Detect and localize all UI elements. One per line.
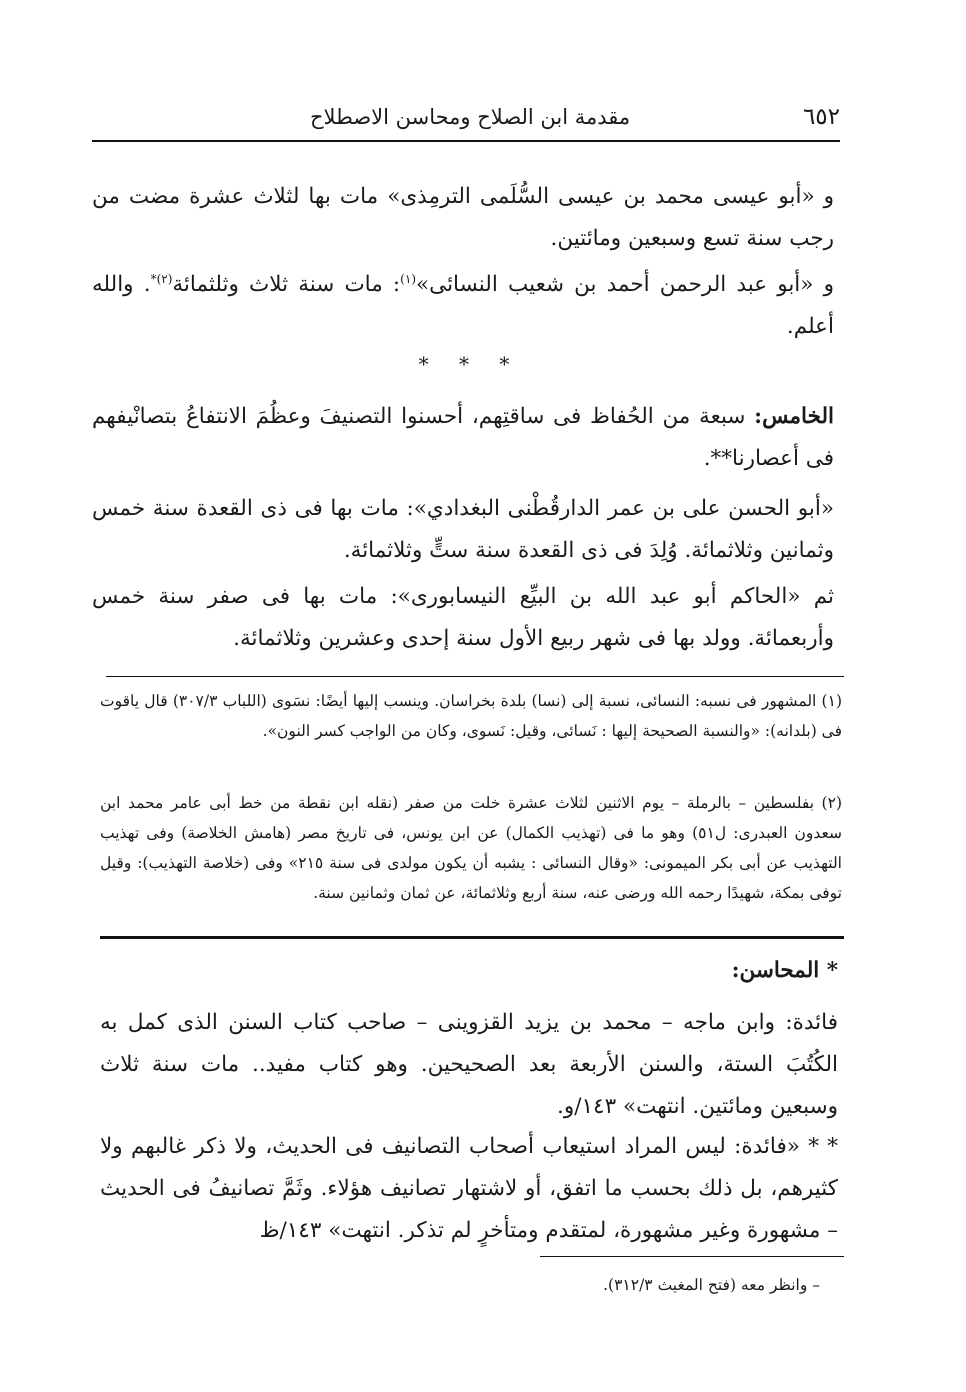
nasai-paragraph [92, 264, 834, 348]
mahasin-note-rule [540, 1256, 844, 1257]
hakim-paragraph: ثم «الحاكم أبو عبد الله بن البيِّع النيسابورى»: مات بها فى صفر سنة خمس وأربعمائة. وولد بها فى شهر ربيع الأول سنة إحدى وعشرين وثلاثمائة. [92, 584, 834, 651]
footnote-1: (١) المشهور فى نسبه: النسائى، نسبة إلى (نسا) بلدة بخراسان. وينسب إليها أيضًا: نسَوى (اللباب ٣٠٧/٣) قال ياقوت فى (بلدانه): «والنسبة الصحيحة إليها : نَسائى، وقيل: نَسوى، وكان من الواجب كسر النون». [100, 692, 842, 740]
header-rule [92, 140, 840, 142]
page-header [92, 96, 840, 138]
nasai-text: و «أبو عبد الرحمن أحمد بن شعيب النسائى» [416, 272, 834, 297]
mahasin-divider [100, 936, 844, 939]
section-separator: * * * [418, 352, 522, 376]
footnote-marker-1: (١) [400, 271, 416, 286]
page-number: ٦٥٢ [802, 104, 840, 130]
nasai-text-death: : مات سنة ثلاث وثلثمائة [172, 272, 401, 297]
faida-ibn-majah: فائدة: وابن ماجه – محمد بن يزيد القزوينى – صاحب كتاب السنن الذى كمل به الكُتُبَ الستة، والسنن الأربعة بعد الصحيحين. وهو كتاب مفيد.. مات سنة ثلاث وسبعين ومائتين. انتهت» ١٤٣/و. [100, 1010, 838, 1119]
footnote-2: (٢) بفلسطين – بالرملة – يوم الاثنين لثلاث عشرة خلت من صفر (نقله ابن نقطة من خط أبى عامر محمد ابن سعدون العبدرى: ل٥١) وهو ما فى (تهذيب الكمال) عن ابن يونس، فى تاريخ مصر (هامش الخلاصة) وفى تهذيب التهذيب عن أبى بكر الميمونى: «وقال النسائى : يشبه أن يكون مولدى فى سنة ٢١٥» وفى (خلاصة التهذيب): وقيل توفى بمكة، شهيدًا رحمه الله ورضى عنه، سنة أربع وثلاثمائة، عن ثمان وثمانين سنة. [100, 794, 843, 902]
tirmidhi-paragraph: و «أبو عيسى محمد بن عيسى السُّلَمى الترمِذى» مات بها لثلاث عشرة مضت من رجب سنة تسع وسبعين ومائتين. [92, 184, 834, 251]
footnote-marker-2: (٢)* [150, 271, 173, 286]
faida-authors: * * «فائدة: ليس المراد استيعاب أصحاب التصانيف فى الحديث، ولا ذكر غالبهم ولا كثيرهم، بل ذلك بحسب ما اتفق، أو لاشتهار تصانيف هؤلاء. وثَمَّ تصانيفُ فى الحديث – مشهورة وغير مشهورة، لمتقدم ومتأخرٍ لم تذكر. انتهت» ١٤٣/ظ [100, 1134, 838, 1243]
fifth-paragraph [92, 396, 834, 480]
nasai-text-end: . والله أعلم. [92, 272, 834, 339]
daraqutni-paragraph: «أبو الحسن على بن عمر الدارقُطْنى البغدادي»: مات بها فى ذى القعدة سنة خمس وثمانين وثلاثمائة. وُلِدَ فى ذى القعدة سنة ستٍّ وثلاثمائة. [92, 496, 834, 563]
fifth-text: سبعة من الحُفاظ فى ساقتِهم، أحسنوا التصنيفَ وعظُمَ الانتفاعُ بتصانْيفهم فى أعصارنا**. [92, 404, 834, 471]
footnote-rule [106, 676, 844, 677]
running-title: مقدمة ابن الصلاح ومحاسن الاصطلاح [310, 105, 631, 129]
fifth-label: الخامس: [754, 404, 834, 429]
mahasin-note: – وانظر معه (فتح المغيث ٣١٢/٣). [603, 1276, 820, 1294]
mahasin-heading: * المحاسن: [731, 958, 838, 983]
